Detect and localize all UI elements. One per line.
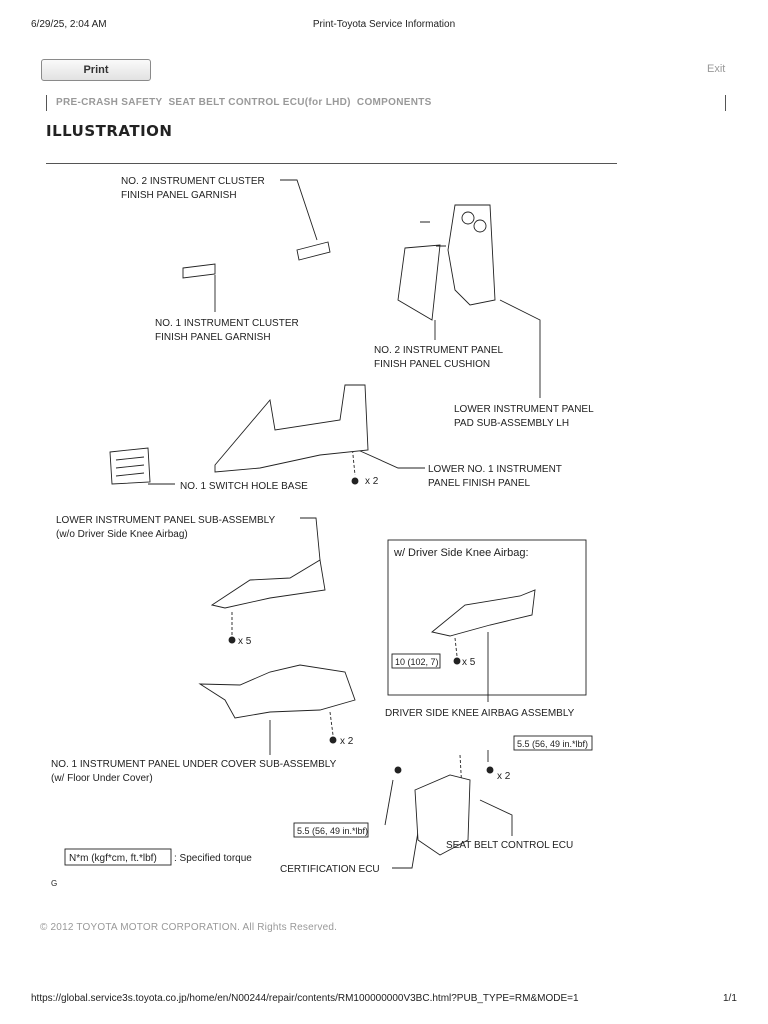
label-fig-code: G [51, 879, 58, 888]
label-cushion-1: NO. 2 INSTRUMENT PANEL [374, 345, 504, 356]
switch-hole-base-part [110, 448, 150, 484]
finish-panel-part [215, 385, 368, 472]
leader-finish-panel [358, 450, 425, 468]
label-lower-panel-2: (w/o Driver Side Knee Airbag) [56, 529, 188, 540]
dash-under-cover-bolt [330, 712, 333, 735]
cushion-part [398, 245, 440, 320]
pad-screws [420, 222, 446, 246]
under-cover-part [200, 665, 355, 718]
label-no1-garnish-2: FINISH PANEL GARNISH [155, 332, 271, 343]
under-cover-bolt [330, 737, 336, 743]
finish-bolt [352, 478, 358, 484]
label-knee-qty: x 5 [462, 657, 476, 668]
label-switch-base: NO. 1 SWITCH HOLE BASE [180, 481, 308, 492]
pad-lh-part [448, 205, 495, 305]
label-legend-text: : Specified torque [174, 853, 252, 864]
label-lower-panel-qty: x 5 [238, 636, 252, 647]
label-finish-qty: x 2 [365, 476, 379, 487]
leader-seat-belt-ecu [480, 800, 512, 836]
label-pad-lh-1: LOWER INSTRUMENT PANEL [454, 404, 594, 415]
label-finish-panel-1: LOWER NO. 1 INSTRUMENT [428, 464, 562, 475]
label-knee-assembly: DRIVER SIDE KNEE AIRBAG ASSEMBLY [385, 708, 575, 719]
page-number: 1/1 [723, 993, 737, 1004]
label-knee-box-title: w/ Driver Side Knee Airbag: [394, 547, 529, 559]
knee-airbag-part [432, 590, 535, 636]
certification-ecu-screw [395, 767, 401, 773]
leader-certification-ecu [392, 820, 420, 868]
lower-panel-bolt [229, 637, 235, 643]
knee-bolt [454, 658, 460, 664]
breadcrumb-text: PRE-CRASH SAFETY SEAT BELT CONTROL ECU(for LHD) COMPONENTS [56, 97, 432, 108]
label-under-cover-qty: x 2 [340, 736, 354, 747]
section-title: ILLUSTRATION [46, 122, 173, 140]
label-ecu-torque-top: 5.5 (56, 49 in.*lbf) [517, 739, 589, 749]
ecu-bolt [487, 767, 493, 773]
lower-panel-part [212, 560, 325, 608]
label-certification-ecu: CERTIFICATION ECU [280, 864, 380, 875]
label-no1-garnish-1: NO. 1 INSTRUMENT CLUSTER [155, 318, 299, 329]
label-no2-garnish-1: NO. 2 INSTRUMENT CLUSTER [121, 176, 265, 187]
print-button[interactable]: Print [41, 59, 151, 81]
page-url: https://global.service3s.toyota.co.jp/home/en/N00244/repair/contents/RM100000000V3BC.html?PUB_TYPE=RM&MODE=1 [31, 993, 579, 1004]
print-page-title: Print-Toyota Service Information [312, 19, 456, 30]
label-under-cover-1: NO. 1 INSTRUMENT PANEL UNDER COVER SUB-ASSEMBLY [51, 759, 337, 770]
label-ecu-qty: x 2 [497, 771, 511, 782]
label-finish-panel-2: PANEL FINISH PANEL [428, 478, 531, 489]
dash-knee-bolt [455, 638, 457, 656]
no1-garnish-part [183, 264, 215, 278]
leader-ecu-left [385, 780, 393, 825]
label-under-cover-2: (w/ Floor Under Cover) [51, 773, 153, 784]
label-pad-lh-2: PAD SUB-ASSEMBLY LH [454, 418, 570, 429]
label-no2-garnish-2: FINISH PANEL GARNISH [121, 190, 237, 201]
label-lower-panel-1: LOWER INSTRUMENT PANEL SUB-ASSEMBLY [56, 515, 276, 526]
leader-pad-lh [500, 300, 540, 398]
exit-link[interactable]: Exit [707, 63, 726, 75]
label-legend-box: N*m (kgf*cm, ft.*lbf) [69, 853, 157, 864]
label-seat-belt-ecu: SEAT BELT CONTROL ECU [446, 840, 574, 851]
no2-garnish-part [297, 242, 330, 260]
leader-lower-panel [300, 518, 320, 560]
print-datetime: 6/29/25, 2:04 AM [31, 19, 107, 30]
label-ecu-torque-left: 5.5 (56, 49 in.*lbf) [297, 826, 369, 836]
label-knee-torque: 10 (102, 7) [395, 657, 439, 667]
copyright-text: © 2012 TOYOTA MOTOR CORPORATION. All Rights Reserved. [40, 922, 338, 933]
leader-no2-garnish [280, 180, 317, 240]
label-cushion-2: FINISH PANEL CUSHION [374, 359, 491, 370]
